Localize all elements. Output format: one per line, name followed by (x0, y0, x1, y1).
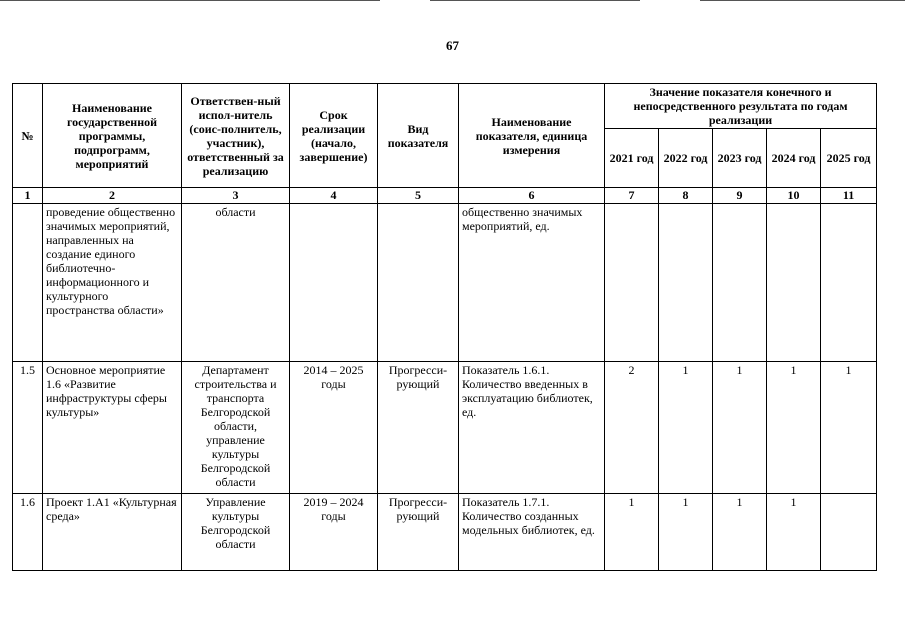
row-value-2024: 1 (767, 362, 821, 494)
table-row (13, 494, 877, 571)
row-value-2021: 2 (605, 362, 659, 494)
header-num: № (13, 84, 43, 188)
header-year-2022: 2022 год (659, 129, 713, 188)
row-value-2023 (713, 204, 767, 362)
indicators-table (12, 83, 877, 571)
column-number: 3 (182, 188, 290, 204)
scan-line-mark (0, 0, 380, 1)
header-values-title: Значение показателя конечного и непосредственного результата по годам реализации (605, 84, 877, 129)
header-indicator-name: Наименование показателя, единица измерения (459, 84, 605, 188)
header-term: Срок реализации (начало, завершение) (290, 84, 378, 188)
column-number: 10 (767, 188, 821, 204)
row-value-2023: 1 (713, 494, 767, 571)
row-num (13, 204, 43, 362)
row-value-2025: 1 (821, 362, 877, 494)
row-indicator-type: Прогресси-рующий (378, 362, 459, 494)
row-value-2021: 1 (605, 494, 659, 571)
table-row (13, 204, 877, 362)
column-number: 7 (605, 188, 659, 204)
header-program-name: Наименование государственной программы, подпрограмм, мероприятий (43, 84, 182, 188)
row-term (290, 204, 378, 362)
row-indicator-name: Показатель 1.7.1. Количество созданных модельных библиотек, ед. (459, 494, 605, 571)
row-program-name: проведение общественно значимых мероприятий, направленных на создание единого библиотечно-информационного и культурного пространства области» (43, 204, 182, 362)
column-number: 11 (821, 188, 877, 204)
column-number: 6 (459, 188, 605, 204)
scan-line-mark (700, 0, 905, 1)
row-value-2022 (659, 204, 713, 362)
row-term: 2019 – 2024 годы (290, 494, 378, 571)
row-value-2021 (605, 204, 659, 362)
row-indicator-name: Показатель 1.6.1. Количество введенных в эксплуатацию библиотек, ед. (459, 362, 605, 494)
row-value-2023: 1 (713, 362, 767, 494)
header-year-2023: 2023 год (713, 129, 767, 188)
column-number: 5 (378, 188, 459, 204)
header-indicator-type: Вид показателя (378, 84, 459, 188)
row-indicator-type (378, 204, 459, 362)
row-program-name: Основное мероприятие 1.6 «Развитие инфраструктуры сферы культуры» (43, 362, 182, 494)
column-number: 2 (43, 188, 182, 204)
row-program-name: Проект 1.А1 «Культурная среда» (43, 494, 182, 571)
table-row (13, 362, 877, 494)
header-year-2021: 2021 год (605, 129, 659, 188)
column-number: 1 (13, 188, 43, 204)
header-year-2025: 2025 год (821, 129, 877, 188)
row-indicator-type: Прогресси-рующий (378, 494, 459, 571)
row-value-2024 (767, 204, 821, 362)
row-responsible: Управление культуры Белгородской области (182, 494, 290, 571)
row-value-2025 (821, 494, 877, 571)
header-year-2024: 2024 год (767, 129, 821, 188)
header-responsible: Ответствен-ный испол-нитель (соис-полнитель, участник), ответственный за реализацию (182, 84, 290, 188)
column-number: 9 (713, 188, 767, 204)
row-term: 2014 – 2025 годы (290, 362, 378, 494)
scan-line-mark (430, 0, 640, 1)
row-value-2022: 1 (659, 494, 713, 571)
row-responsible: области (182, 204, 290, 362)
header-row (13, 84, 877, 129)
row-value-2025 (821, 204, 877, 362)
row-indicator-name: общественно значимых мероприятий, ед. (459, 204, 605, 362)
row-responsible: Департамент строительства и транспорта Белгородской области, управление культуры Белгородской области (182, 362, 290, 494)
page-number: 67 (446, 38, 459, 53)
row-num: 1.5 (13, 362, 43, 494)
column-number: 8 (659, 188, 713, 204)
row-value-2022: 1 (659, 362, 713, 494)
row-value-2024: 1 (767, 494, 821, 571)
column-number: 4 (290, 188, 378, 204)
row-num: 1.6 (13, 494, 43, 571)
column-numbers-row (13, 188, 877, 204)
